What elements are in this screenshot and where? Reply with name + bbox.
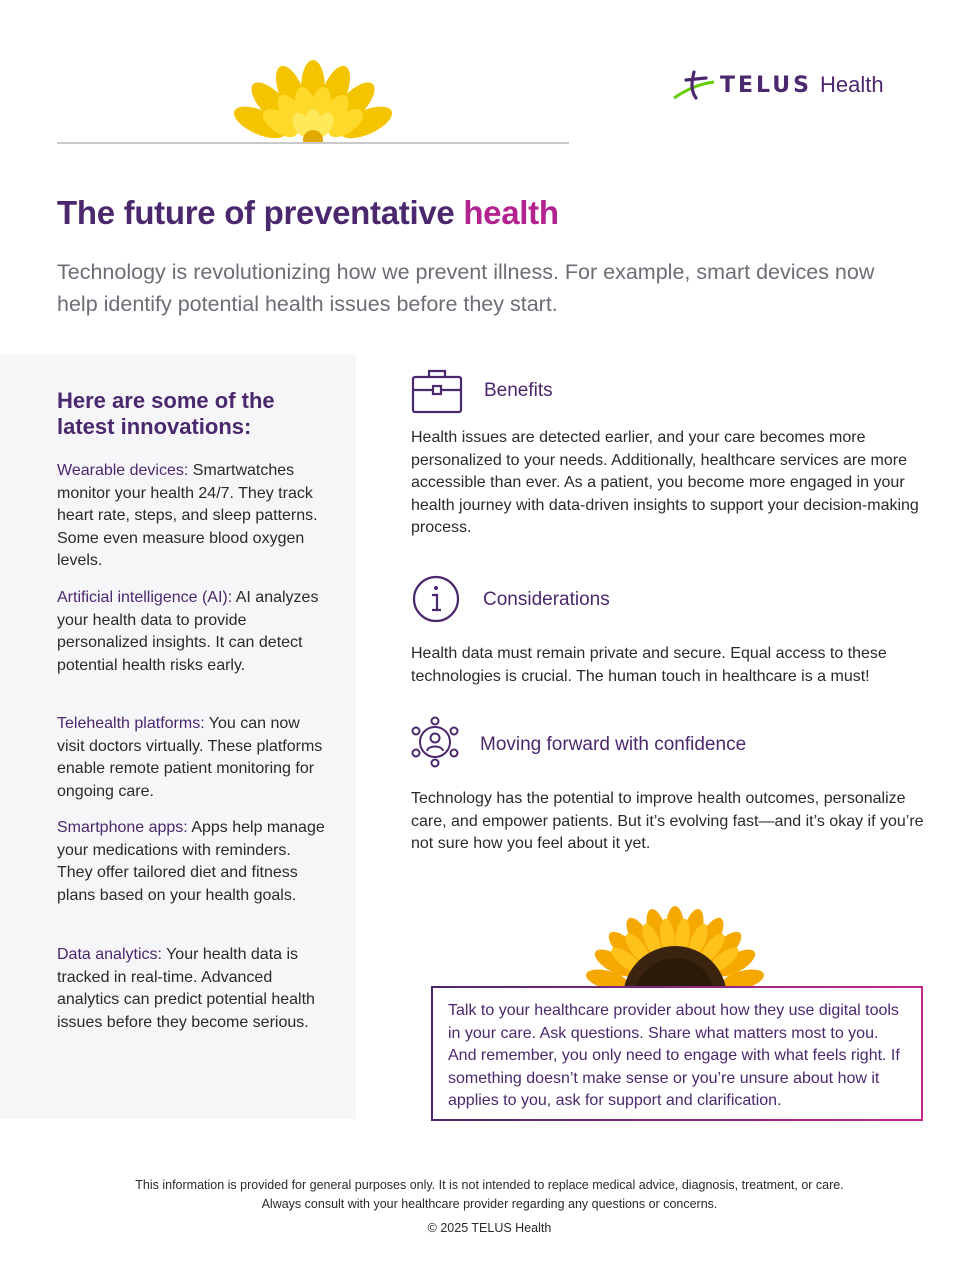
- innovation-item: [57, 817, 329, 907]
- disclaimer: [0, 1176, 979, 1214]
- benefits-title: Benefits: [484, 380, 553, 401]
- sunflower-image: [584, 902, 766, 988]
- provider-callout: [431, 986, 923, 1121]
- considerations-title: Considerations: [483, 589, 610, 610]
- telus-health-logo: [672, 66, 912, 104]
- innovations-heading: Here are some of the latest innovations:: [57, 388, 275, 439]
- innovation-label: Data analytics:: [57, 946, 162, 963]
- telus-mark-icon: [672, 68, 716, 102]
- innovation-label: Smartphone apps:: [57, 819, 188, 836]
- benefits-body: Health issues are detected earlier, and your care becomes more personalized to your needs. Additionally, healthcare services are more accessible than ever. As a patient, you become more engaged in your health journey with data-driven insights to support your decision-making process.: [411, 429, 919, 536]
- page-subtitle: Technology is revolutionizing how we prevent illness. For example, smart devices now help identify potential health issues before they start.: [57, 260, 875, 316]
- innovation-item: [57, 713, 329, 803]
- title-part-2: health: [463, 194, 559, 231]
- innovation-text: Your health data is tracked in real-time. Advanced analytics can predict potential health issues before they become serious.: [57, 946, 315, 1031]
- disclaimer-line-1: This information is provided for general purposes only. It is not intended to replace medical advice, diagnosis, treatment, or care.: [135, 1178, 844, 1192]
- network-person-icon: [410, 716, 460, 773]
- innovation-label: Artificial intelligence (AI):: [57, 589, 233, 606]
- innovation-item: [57, 587, 329, 677]
- info-icon: [411, 574, 461, 629]
- innovation-text: You can now visit doctors virtually. These platforms enable remote patient monitoring for ongoing care.: [57, 715, 323, 800]
- briefcase-icon: [411, 368, 463, 419]
- considerations-body: Health data must remain private and secure. Equal access to these technologies is crucial. The human touch in healthcare is a must!: [411, 645, 887, 685]
- innovation-item: [57, 460, 329, 573]
- header-rule: [57, 142, 569, 144]
- logo-word: TELUS: [720, 72, 812, 98]
- innovation-label: Telehealth platforms:: [57, 715, 205, 732]
- copyright: © 2025 TELUS Health: [427, 1221, 552, 1235]
- disclaimer-line-2: Always consult with your healthcare provider regarding any questions or concerns.: [261, 1197, 718, 1211]
- innovation-item: [57, 944, 329, 1034]
- innovation-text: AI analyzes your health data to provide personalized insights. It can detect potential health risks early.: [57, 589, 319, 674]
- title-part-1: The future of preventative: [57, 194, 455, 231]
- logo-suffix: Health: [819, 72, 884, 97]
- yellow-flower-image: [228, 58, 398, 144]
- innovation-label: Wearable devices:: [57, 462, 189, 479]
- forward-title: Moving forward with confidence: [480, 734, 747, 755]
- innovation-text: Smartwatches monitor your health 24/7. They track heart rate, steps, and sleep patterns. Some even measure blood oxygen levels.: [57, 462, 318, 569]
- page-title: [57, 194, 559, 232]
- forward-body: Technology has the potential to improve health outcomes, personalize care, and empower patients. But it’s evolving fast—and it’s okay if you’re not sure how you feel about it yet.: [411, 790, 924, 852]
- callout-text: Talk to your healthcare provider about how they use digital tools in your care. Ask questions. Share what matters most to you. And remember, you only need to engage with what feels right. If something doesn’t make sense or you’re unsure about how it applies to you, ask for support and clarification.: [448, 1002, 900, 1109]
- innovation-text: Apps help manage your medications with reminders. They offer tailored diet and fitness plans based on your health goals.: [57, 819, 325, 904]
